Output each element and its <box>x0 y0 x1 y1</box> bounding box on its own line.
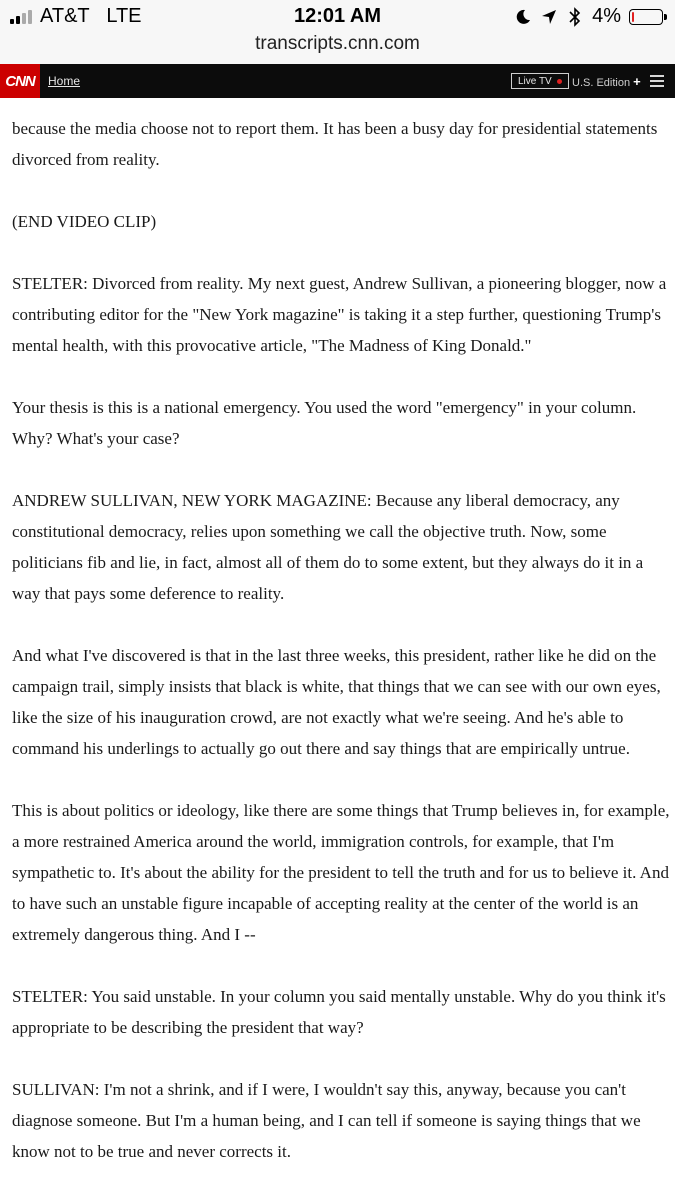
live-tv-label: Live TV <box>518 75 552 87</box>
battery-percent: 4% <box>592 5 621 27</box>
carrier-label: AT&T LTE <box>40 5 142 27</box>
battery-icon <box>629 9 663 25</box>
edition-plus-icon: + <box>633 74 641 89</box>
live-dot-icon <box>557 79 562 84</box>
transcript-paragraph: And what I've discovered is that in the last three weeks, this president, rather like he did on the campaign trail, simply insists that black is white, that things that we can see with our own eyes, like the size of his inauguration crowd, are not exactly what we're seeing. And he's able to command his underlings to actually go out there and say things that are empirically untrue. <box>12 646 661 758</box>
live-tv-button[interactable] <box>511 73 569 89</box>
clock: 12:01 AM <box>293 5 382 27</box>
hamburger-menu-icon[interactable] <box>650 75 664 90</box>
moon-icon <box>514 7 532 27</box>
transcript-body <box>12 113 672 1198</box>
transcript-paragraph: because the media choose not to report them. It has been a busy day for presidential statements divorced from reality. <box>12 119 658 169</box>
transcript-paragraph: (END VIDEO CLIP) <box>12 212 157 231</box>
cnn-logo[interactable]: CNN <box>0 64 40 98</box>
edition-label: U.S. Edition <box>572 77 631 89</box>
transcript-paragraph: ANDREW SULLIVAN, NEW YORK MAGAZINE: Because any liberal democracy, any constitutional democracy, relies upon something we call the objective truth. Now, some politicians fib and lie, in fact, almost all of them do to some extent, but they always do it in a way that pays some deference to reality. <box>12 491 644 603</box>
transcript-paragraph: Your thesis is this is a national emergency. You used the word "emergency" in your column. Why? What's your case? <box>12 398 637 448</box>
status-bar <box>0 0 675 64</box>
transcript-paragraph: SULLIVAN: I'm not a shrink, and if I were, I wouldn't say this, anyway, because you can't diagnose someone. But I'm a human being, and I can tell if someone is saying things that we know not to be true and never corrects it. <box>12 1080 641 1161</box>
location-arrow-icon <box>540 7 558 27</box>
edition-selector[interactable] <box>572 74 641 89</box>
bluetooth-icon <box>566 7 584 27</box>
transcript-paragraph: STELTER: You said unstable. In your column you said mentally unstable. Why do you think it's appropriate to be describing the president that way? <box>12 987 666 1037</box>
network-label: LTE <box>106 5 142 27</box>
address-bar-url[interactable]: transcripts.cnn.com <box>255 33 420 54</box>
cnn-nav-bar <box>0 64 675 98</box>
transcript-paragraph: This is about politics or ideology, like there are some things that Trump believes in, for example, a more restrained America around the world, immigration controls, for example, that I'm sympathetic to. It's about the ability for the president to tell the truth and for us to believe it. And to have such an unstable figure incapable of accepting reality at the center of the world is an extremely dangerous thing. And I -- <box>12 801 670 944</box>
transcript-paragraph: STELTER: Divorced from reality. My next guest, Andrew Sullivan, a pioneering blogger, now a contributing editor for the "New York magazine" is taking it a step further, questioning Trump's mental health, with this provocative article, "The Madness of King Donald." <box>12 274 667 355</box>
home-link[interactable]: Home <box>48 74 81 88</box>
